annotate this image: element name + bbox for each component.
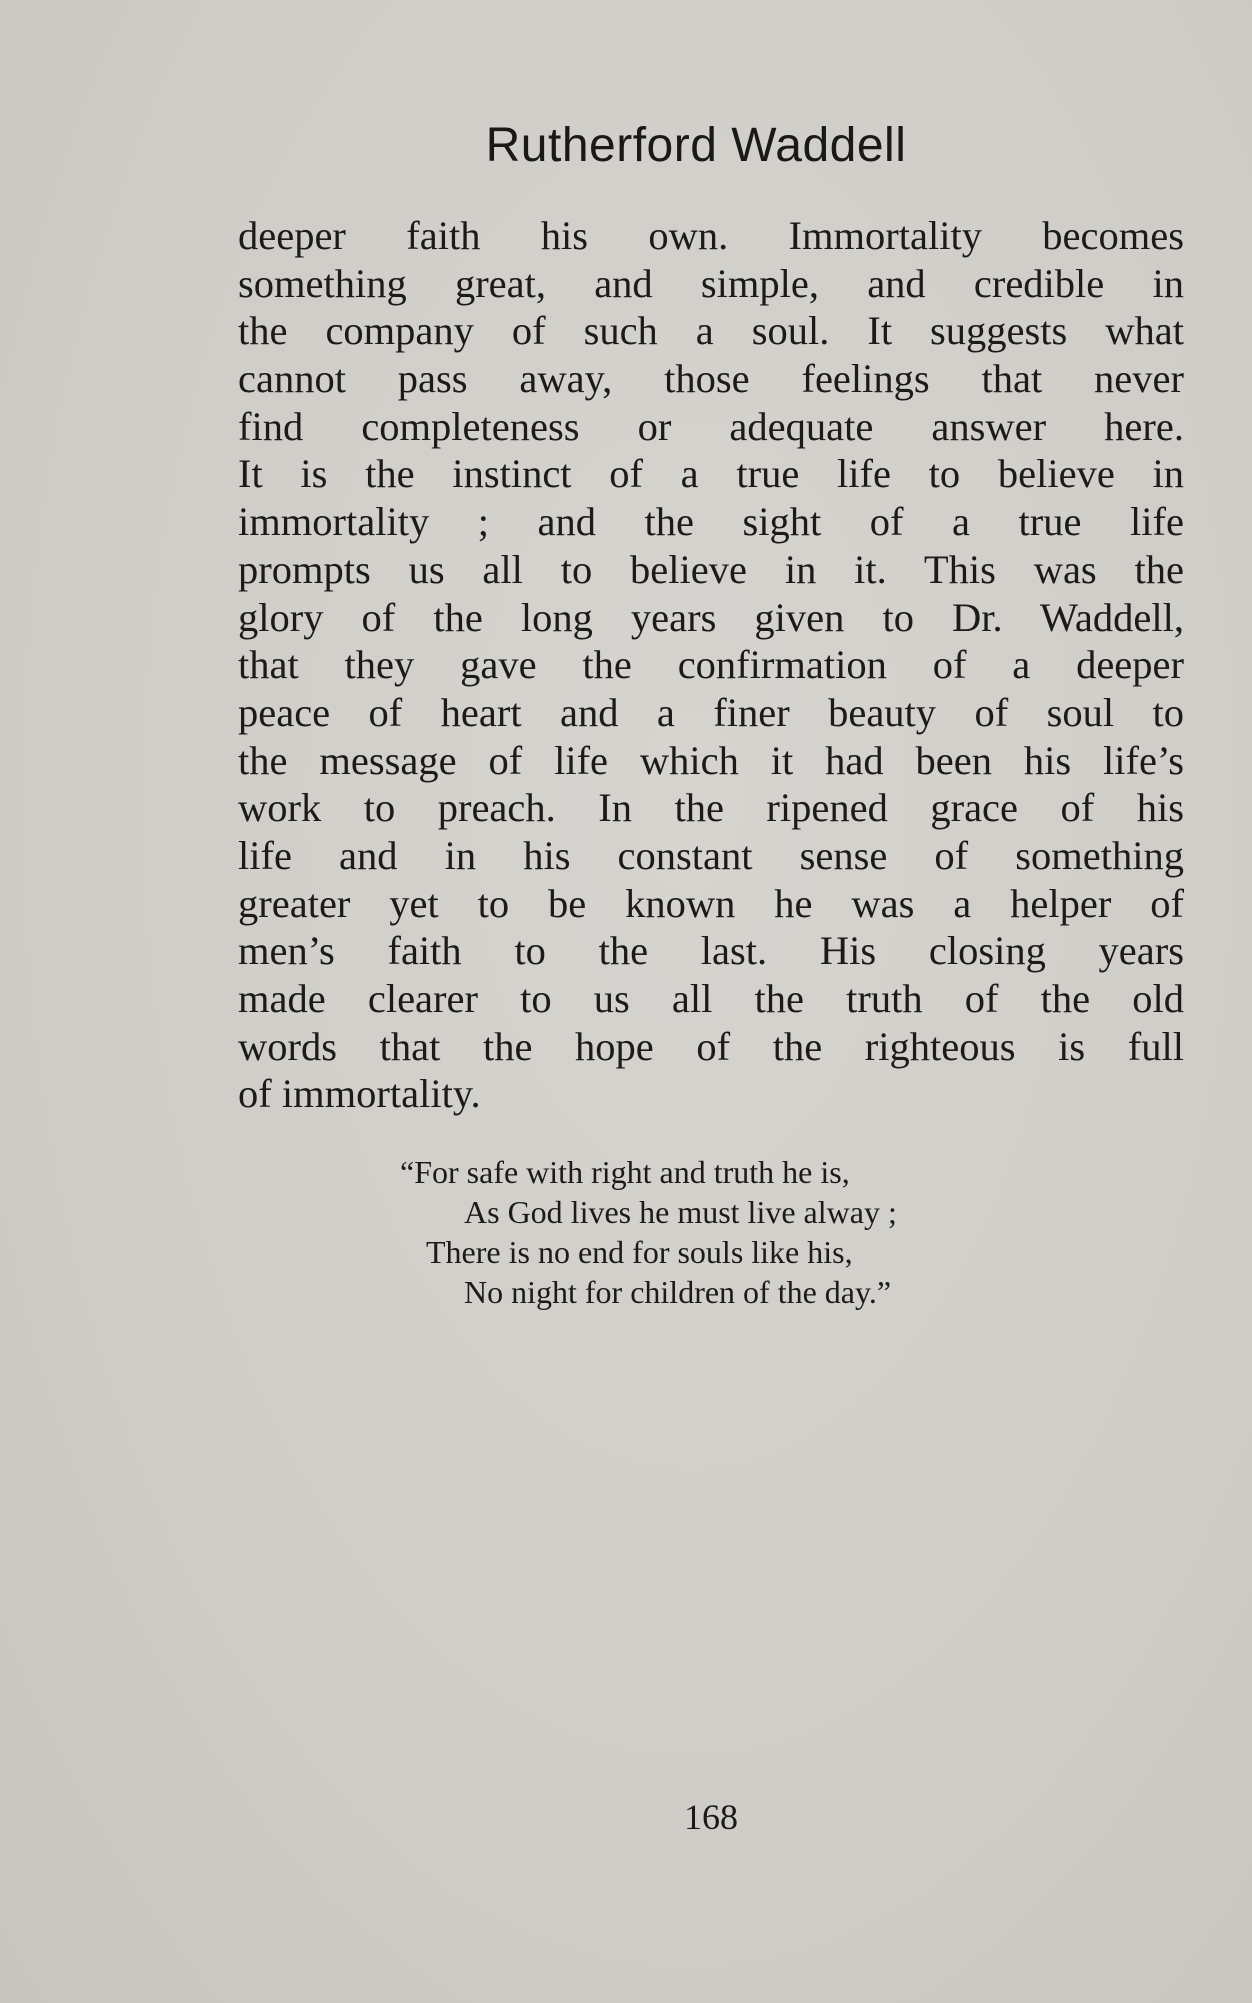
verse-line: No night for children of the day.” bbox=[464, 1274, 892, 1310]
verse-line: As God lives he must live alway ; bbox=[464, 1194, 897, 1230]
body-line: something great, and simple, and credible in bbox=[238, 260, 1184, 306]
body-line: find completeness or adequate answer here. bbox=[238, 403, 1184, 449]
body-line: the message of life which it had been his life’s bbox=[238, 737, 1184, 783]
body-line: men’s faith to the last. His closing years bbox=[238, 928, 1184, 974]
body-line: greater yet to be known he was a helper of bbox=[238, 880, 1184, 926]
body-line: made clearer to us all the truth of the old bbox=[238, 976, 1184, 1021]
verse-line: There is no end for souls like his, bbox=[426, 1234, 853, 1270]
body-line: It is the instinct of a true life to believe in bbox=[238, 451, 1184, 497]
body-paragraph bbox=[238, 212, 1184, 1118]
running-head: Rutherford Waddell bbox=[485, 119, 907, 172]
body-line: that they gave the confirmation of a deeper bbox=[238, 642, 1184, 688]
body-line: work to preach. In the ripened grace of his bbox=[238, 785, 1184, 831]
page-number: 168 bbox=[684, 1797, 738, 1837]
body-line: deeper faith his own. Immortality becomes bbox=[238, 213, 1184, 258]
body-line: the company of such a soul. It suggests what bbox=[238, 308, 1184, 354]
body-line: prompts us all to believe in it. This was the bbox=[238, 546, 1184, 592]
body-line: immortality ; and the sight of a true life bbox=[238, 499, 1184, 545]
body-line: peace of heart and a finer beauty of soul to bbox=[238, 689, 1184, 735]
body-line: cannot pass away, those feelings that never bbox=[238, 356, 1184, 402]
verse-quotation bbox=[400, 1152, 1060, 1312]
body-line: life and in his constant sense of something bbox=[238, 832, 1184, 878]
body-line: glory of the long years given to Dr. Waddell, bbox=[238, 594, 1184, 640]
verse-line: “For safe with right and truth he is, bbox=[400, 1154, 850, 1190]
body-line: words that the hope of the righteous is full bbox=[238, 1023, 1184, 1069]
body-line: of immortality. bbox=[238, 1071, 481, 1117]
